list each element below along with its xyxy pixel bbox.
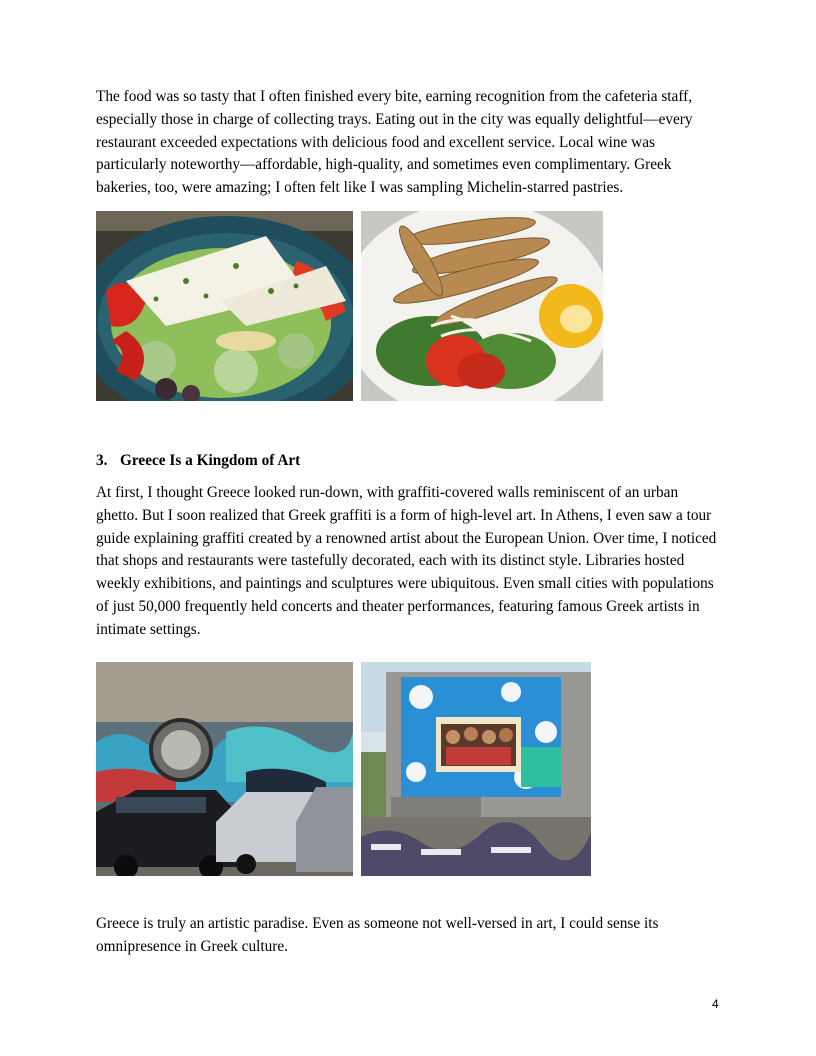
section-number: 3. bbox=[96, 452, 108, 469]
greek-salad-photo bbox=[96, 211, 353, 401]
section-heading bbox=[96, 450, 300, 472]
graffiti-wall-photo bbox=[96, 662, 353, 876]
page-number: 4 bbox=[712, 997, 719, 1011]
section-title: Greece Is a Kingdom of Art bbox=[120, 452, 301, 469]
mural-building-photo bbox=[361, 662, 591, 876]
paragraph-closing: Greece is truly an artistic paradise. Even as someone not well-versed in art, I could sense its omnipresence in Greek culture. bbox=[96, 915, 659, 955]
paragraph-food: The food was so tasty that I often finished every bite, earning recognition from the cafeteria staff, especially those in charge of collecting trays. Eating out in the city was equally delightful—every restaurant exceeded expectations with delicious food and excellent service. Local wine was particularly noteworthy—affordable, high-quality, and sometimes even complimentary. Greek bakeries, too, were amazing; I often felt like I was sampling Michelin-starred pastries. bbox=[96, 88, 693, 197]
paragraph-art: At first, I thought Greece looked run-down, with graffiti-covered walls reminiscent of an urban ghetto. But I soon realized that Greek graffiti is a form of high-level art. In Athens, I even saw a tour guide explaining graffiti created by a renowned artist about the European Union. Over time, I noticed that shops and restaurants were tastefully decorated, each with its distinct style. Libraries hosted weekly exhibitions, and paintings and sculptures were ubiquitous. Even small cities with populations of just 50,000 frequently held concerts and theater performances, featuring famous Greek artists in intimate settings. bbox=[96, 484, 717, 638]
fried-fish-photo bbox=[361, 211, 603, 401]
